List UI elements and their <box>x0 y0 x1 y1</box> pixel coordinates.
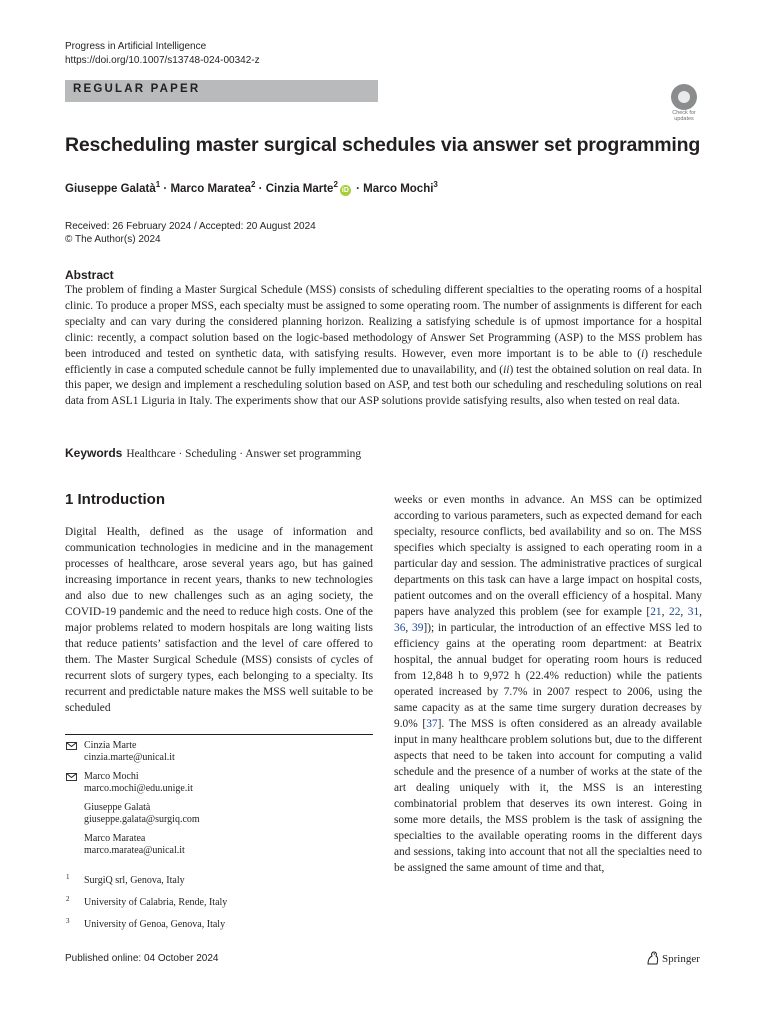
citation-link[interactable]: 21 <box>650 606 662 618</box>
affiliation-list <box>65 875 373 941</box>
affiliation-item <box>65 919 373 931</box>
springer-horse-icon <box>646 951 659 965</box>
affiliation-item <box>65 897 373 909</box>
affiliation-number: 2 <box>66 895 70 903</box>
article-type-label: REGULAR PAPER <box>73 83 201 95</box>
keywords-text: Healthcare · Scheduling · Answer set programming <box>126 448 362 460</box>
journal-name: Progress in Artificial Intelligence <box>65 41 207 52</box>
dates-block <box>65 220 316 246</box>
abstract-italic: i <box>641 347 645 360</box>
contact-item <box>65 833 373 857</box>
journal-header <box>65 40 260 68</box>
author-separator: · <box>352 182 364 195</box>
keywords-label: Keywords <box>65 446 123 460</box>
publisher-name: Springer <box>662 953 700 965</box>
affiliation-item <box>65 875 373 887</box>
citation-link[interactable]: 37 <box>426 718 438 730</box>
contact-email[interactable]: giuseppe.galata@surgiq.com <box>84 814 200 825</box>
author-affiliation: 1 <box>155 180 161 189</box>
affiliation-number: 3 <box>66 917 70 925</box>
author-name: Cinzia Marte <box>265 182 334 195</box>
abstract-text <box>65 283 702 410</box>
footnote-divider <box>65 734 373 735</box>
check-updates-text-1: Check for <box>672 110 696 116</box>
citation-link[interactable]: 22 <box>669 606 681 618</box>
author-name: Giuseppe Galatà <box>65 182 156 195</box>
citation-link[interactable]: 31 <box>687 606 700 618</box>
publisher-logo <box>646 951 700 965</box>
received-accepted: Received: 26 February 2024 / Accepted: 20 August 2024 <box>65 221 316 232</box>
contact-email[interactable]: marco.maratea@unical.it <box>84 845 185 856</box>
left-column-text: Digital Health, defined as the usage of information and communication technologies in medicine and in the management processes of healthcare, arose several years ago, but has gained increasing importance in recent years, thanks to new technologies and also due to new challenges such as an aging society, the COVID-19 pandemic and the need to reduce high costs. One of the major problems related to modern hospitals are long waiting lists that reduce patients’ satisfaction and the level of care offered to them. The Master Surgical Schedule (MSS) consists of cycles of recurrent slots of surgery types, each belonging to a specialty. Its recurrent and predictable nature makes the MSS well suitable to be scheduled <box>65 526 373 714</box>
envelope-icon <box>66 742 77 750</box>
citation-link[interactable]: 39 <box>412 622 424 634</box>
contact-name: Marco Mochi <box>84 771 139 782</box>
contact-list <box>65 740 373 864</box>
author-separator: · <box>160 182 171 195</box>
check-updates-text-2: updates <box>674 116 694 122</box>
envelope-icon <box>66 773 77 781</box>
doi-link[interactable]: https://doi.org/10.1007/s13748-024-00342-z <box>65 55 260 66</box>
abstract-part: ) test the obtained solution on real data. In this paper, we design and implement a rescheduling solution based on ASP, and test both our scheduling and rescheduling solutions on real data from ASL1 Liguria in Italy. The experiments show that our ASP solutions provide satisfying results, also when tested on real data. <box>65 363 702 408</box>
contact-name: Cinzia Marte <box>84 740 137 751</box>
contact-email[interactable]: cinzia.marte@unical.it <box>84 752 175 763</box>
author-name: Marco Mochi <box>363 182 434 195</box>
abstract-italic: ii <box>503 363 510 376</box>
affiliation-text: SurgiQ srl, Genova, Italy <box>84 875 185 886</box>
section-heading: 1 Introduction <box>65 491 165 508</box>
author-affiliation: 2 <box>251 180 256 189</box>
author-name: Marco Maratea <box>170 182 251 195</box>
body-part: ]. The MSS is often considered as an already available input in many healthcare problem solutions but, due to the different aspects that need to be taken into account for computing a valid schedule and the presence of a number of works at the state of the art dealing uniquely with it, the MSS is an interesting combinatorial problem that deserves its own interest. Going in some more details, the MSS problem is the task of assigning the specialties to the available operating rooms in the different days and sessions, taking into account that not all the specialties need to be assigned the same amount of time and that, <box>394 718 702 874</box>
affiliation-text: University of Calabria, Rende, Italy <box>84 897 228 908</box>
article-type-banner <box>65 80 378 102</box>
author-list <box>65 180 438 196</box>
published-date: Published online: 04 October 2024 <box>65 953 219 964</box>
contact-email[interactable]: marco.mochi@edu.unige.it <box>84 783 193 794</box>
affiliation-text: University of Genoa, Genova, Italy <box>84 919 226 930</box>
contact-item <box>65 771 373 795</box>
abstract-part: The problem of finding a Master Surgical Schedule (MSS) consists of scheduling different specialties to the operating rooms of a hospital clinic. To produce a proper MSS, each specialty must be assigned to some operating room. The number of assignments is different for each specialty and can vary during the considered planning horizon. Realizing a satisfying schedule is of upmost importance for a hospital clinic: recently, a compact solution based on the logic-based methodology of Answer Set Programming (ASP) to the MSS problem has been introduced and tested on synthetic data, with satisfying results. However, even more important is to be able to ( <box>65 284 702 360</box>
keywords <box>65 446 361 460</box>
affiliation-number: 1 <box>66 873 70 881</box>
author-separator: · <box>255 182 266 195</box>
contact-item <box>65 740 373 764</box>
abstract-heading: Abstract <box>65 268 114 282</box>
citation-link[interactable]: 36 <box>394 622 406 634</box>
body-part: ]); in particular, the introduction of an effective MSS led to efficiency gains at the operating room department: at Beatrix hospital, the annual budget for operating room hours is reduced from 12,848 h to 9,972 h (22.4% reduction) while the patients operated increased by 7.7% in 2007 respect to 2006, using the same capacity as at the same time surgery duration decreases by 9.0% [ <box>394 622 702 730</box>
contact-name: Marco Maratea <box>84 833 146 844</box>
check-for-updates-badge[interactable] <box>665 84 703 124</box>
copyright: © The Author(s) 2024 <box>65 234 161 245</box>
contact-name: Giuseppe Galatà <box>84 802 151 813</box>
orcid-icon[interactable]: iD <box>341 186 349 194</box>
check-updates-icon <box>671 84 697 110</box>
contact-item <box>65 802 373 826</box>
abstract-part: ) reschedule efficiently in case a computed schedule cannot be fully implemented due to unavailability, and ( <box>65 347 702 376</box>
body-part: weeks or even months in advance. An MSS can be optimized according to various parameters, such as expected demand for each specialty, resource conflicts, bed availability and so on. The MSS specifies which specialty is assigned to each operating room in a particular day and session. The administrative practices of surgical departments on this task can have a large impact on hospital costs, patient outcomes and on the overall efficiency of a hospital. Many papers have analyzed this problem (see for example [ <box>394 494 702 618</box>
paper-title: Rescheduling master surgical schedules via answer set programming <box>65 134 701 156</box>
author-affiliation: 3 <box>433 180 438 189</box>
right-column-text: weeks or even months in advance. An MSS can be optimized according to various parameters, such as expected demand for each specialty, resource conflicts, bed availability and so on. The MSS specifies which specialty is assigned to each operating room in a particular day and session. The administrative practices of surgical departments on this task can have a large impact on hospital costs, patient outcomes and on the overall efficiency of a hospital. Many papers have analyzed this problem (see for example [21, 22, 31, 36, 39]); in particular, the introduction of an effective MSS led to efficiency gains at the operating room department: at Beatrix hospital, the annual budget for operating room hours is reduced from 12,848 h to 9,972 h (22.4% reduction) while the patients operated increased by 7.7% in 2007 respect to 2006, using the same capacity as at the same time surgery duration decreases by 9.0% [37]. The MSS is often considered as an already available input in many healthcare problem solutions but, due to the different aspects that need to be taken into account for computing a valid schedule and the presence of a number of works at the state of the art dealing uniquely with it, the MSS is an interesting combinatorial problem that deserves its own interest. Going in some more details, the MSS problem is the task of assigning the specialties to the available operating rooms in the different days and sessions, taking into account that not all the specialties need to be assigned the same amount of time and that, <box>394 494 703 874</box>
author-affiliation: 2 <box>333 180 338 189</box>
